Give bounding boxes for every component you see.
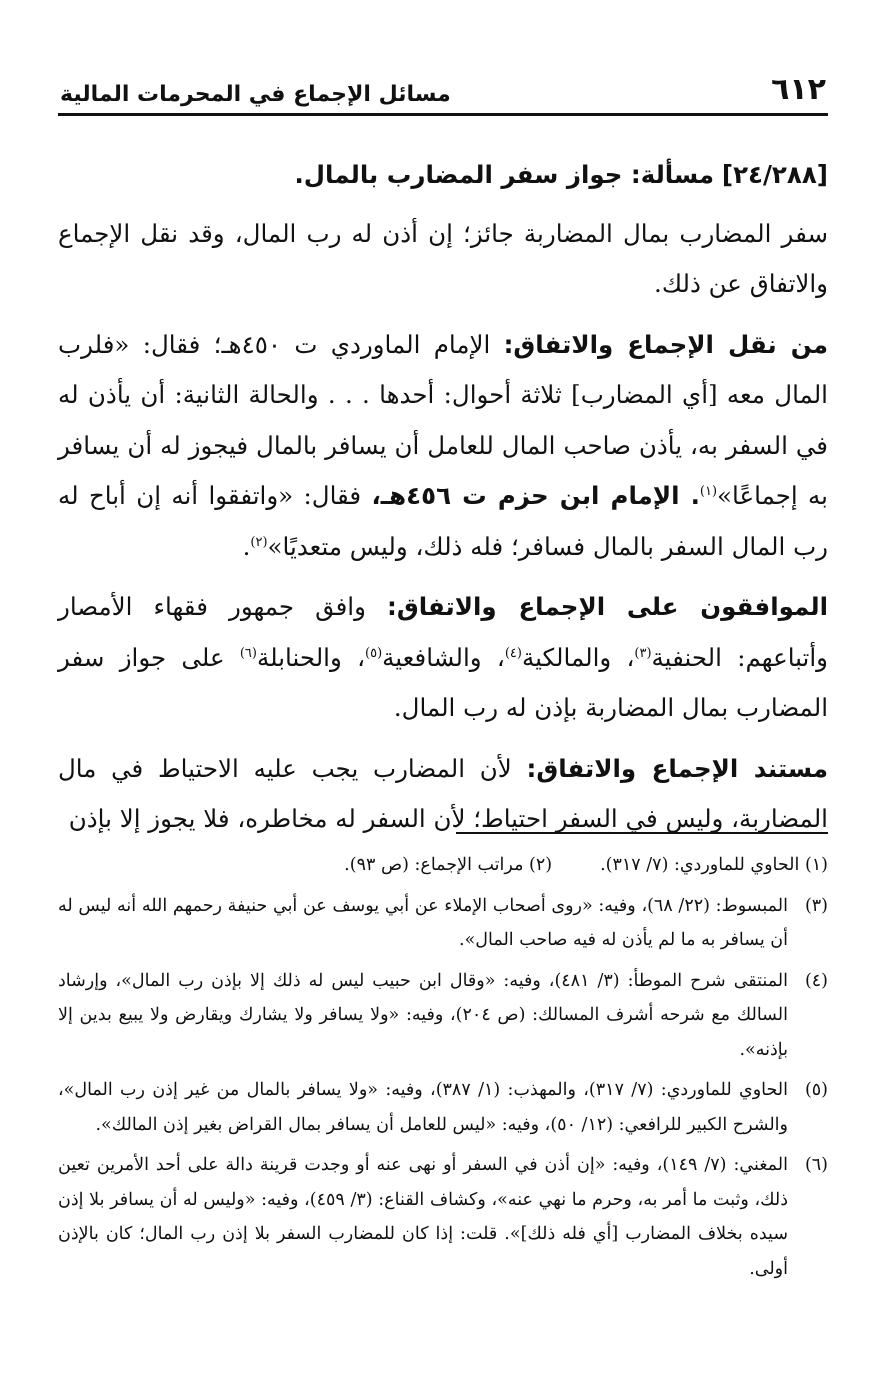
issue-title xyxy=(58,150,828,201)
footnote-text: الحاوي للماوردي: (٧/ ٣١٧). xyxy=(600,855,800,875)
agreeing-text-c: ، والشافعية xyxy=(382,642,505,672)
footnote-ref-3[interactable]: (٣) xyxy=(634,645,652,661)
issue-heading: مسألة: جواز سفر المضارب بالمال. xyxy=(294,160,715,189)
footnote-number: (٢) xyxy=(529,855,553,875)
issue-reference: [٢٤/٢٨٨] xyxy=(721,160,828,189)
paragraph-agreeing xyxy=(58,582,828,734)
footnote-separator xyxy=(456,832,828,834)
footnote-pair xyxy=(58,848,828,883)
footnote-4 xyxy=(58,964,828,1068)
footnotes xyxy=(58,848,828,1292)
page-number: ٦١٢ xyxy=(771,72,826,107)
footnote-ref-1[interactable]: (١) xyxy=(699,483,718,499)
basis-text: لأن المضارب يجب عليه الاحتياط في مال المضاربة، وليس في السفر احتياط؛ لأن السفر له مخاطره، فلا يجوز إلا بإذن xyxy=(58,753,828,833)
footnote-number: (٥) xyxy=(804,1080,828,1100)
statement-text: سفر المضارب بمال المضاربة جائز؛ إن أذن له رب المال، وقد نقل الإجماع والاتفاق عن ذلك. xyxy=(58,218,828,298)
basis-heading: مستند الإجماع والاتفاق: xyxy=(526,753,829,783)
footnote-text: مراتب الإجماع: (ص ٩٣). xyxy=(344,855,524,875)
ibn-hazm-quote: فقال: «واتفقوا أنه إن أباح له رب المال السفر بالمال فسافر؛ فله ذلك، وليس متعديًا» xyxy=(58,481,828,561)
paragraph-statement xyxy=(58,209,828,310)
footnote-ref-4[interactable]: (٤) xyxy=(504,645,522,661)
paragraph-basis xyxy=(58,744,828,845)
running-title: مسائل الإجماع في المحرمات المالية xyxy=(60,82,451,107)
footnote-1 xyxy=(600,848,828,883)
transmitter-mawardi: الإمام الماوردي ت ٤٥٠هـ؛ فقال: «فلرب المال معه [أي المضارب] ثلاثة أحوال: أحدها . . . والحالة الثانية: أن يأذن له في السفر به، يأذن صاحب المال للعامل أن يسافر بالمال فيجوز له أن يسافر به إجماعًا» xyxy=(58,329,828,510)
footnote-row-1-2 xyxy=(58,848,828,883)
paragraph-transmitters xyxy=(58,320,828,573)
book-page xyxy=(58,0,828,1398)
footnote-6 xyxy=(58,1148,828,1286)
footnote-number: (٦) xyxy=(804,1155,828,1175)
period: . xyxy=(242,531,251,561)
footnote-number: (١) xyxy=(804,855,828,875)
footnote-text: المنتقى شرح الموطأ: (٣/ ٤٨١)، وفيه: «وقال ابن حبيب ليس له ذلك إلا بإذن رب المال»، وإرشاد السالك مع شرحه أشرف المسالك: (ص ٢٠٤)، وفيه: «ولا يسافر ولا يشارك ويقارض ولا يبيع بدين إلا بإذنه». xyxy=(58,970,789,1060)
footnote-text: المبسوط: (٢٢/ ٦٨)، وفيه: «روى أصحاب الإملاء عن أبي يوسف عن أبي حنيفة رحمهم الله أنه ليس له أن يسافر به ما لم يأذن له فيه صاحب المال». xyxy=(58,895,788,950)
footnote-3 xyxy=(58,889,828,958)
footnote-ref-5[interactable]: (٥) xyxy=(365,645,383,661)
agreeing-text-d: ، والحنابلة xyxy=(256,642,366,672)
footnote-ref-2[interactable]: (٢) xyxy=(250,534,268,550)
agreeing-text-e: على جواز سفر المضارب بمال المضاربة بإذن له رب المال. xyxy=(58,642,828,722)
transmitters-heading: من نقل الإجماع والاتفاق: xyxy=(503,329,828,359)
agreeing-text-a: وافق جمهور فقهاء الأمصار وأتباعهم: الحنفية xyxy=(58,592,829,672)
footnote-text: الحاوي للماوردي: (٧/ ٣١٧)، والمهذب: (١/ ٣٨٧)، وفيه: «ولا يسافر بالمال من غير إذن رب المال»، والشرح الكبير للرافعي: (١٢/ ٥٠)، وفيه: «ليس للعامل أن يسافر بمال القراض بغير إذن المالك». xyxy=(58,1080,788,1135)
agreeing-heading: الموافقون على الإجماع والاتفاق: xyxy=(387,592,828,621)
footnote-ref-6[interactable]: (٦) xyxy=(239,645,257,661)
footnote-number: (٣) xyxy=(804,895,828,916)
footnote-text: المغني: (٧/ ١٤٩)، وفيه: «إن أذن في السفر أو نهى عنه أو وجدت قرينة دالة على أحد الأمرين تعين ذلك، وثبت ما أمر به، وحرم ما نهي عنه»، وكشاف القناع: (٣/ ٤٥٩)، وفيه: «وليس له أن يسافر بلا إذن سيده بخلاف المضارب [أي فله ذلك]». قلت: إذا كان للمضارب السفر بلا إذن رب المال؛ كان بالإذن أولى. xyxy=(58,1155,788,1279)
transmitter-ibn-hazm: . الإمام ابن حزم ت ٤٥٦هـ، xyxy=(371,481,700,510)
page-header xyxy=(58,62,828,116)
footnote-5 xyxy=(58,1073,828,1142)
footnote-number: (٤) xyxy=(804,970,828,991)
agreeing-text-b: ، والمالكية xyxy=(521,642,635,672)
footnote-2 xyxy=(344,848,552,883)
main-text xyxy=(58,150,828,855)
